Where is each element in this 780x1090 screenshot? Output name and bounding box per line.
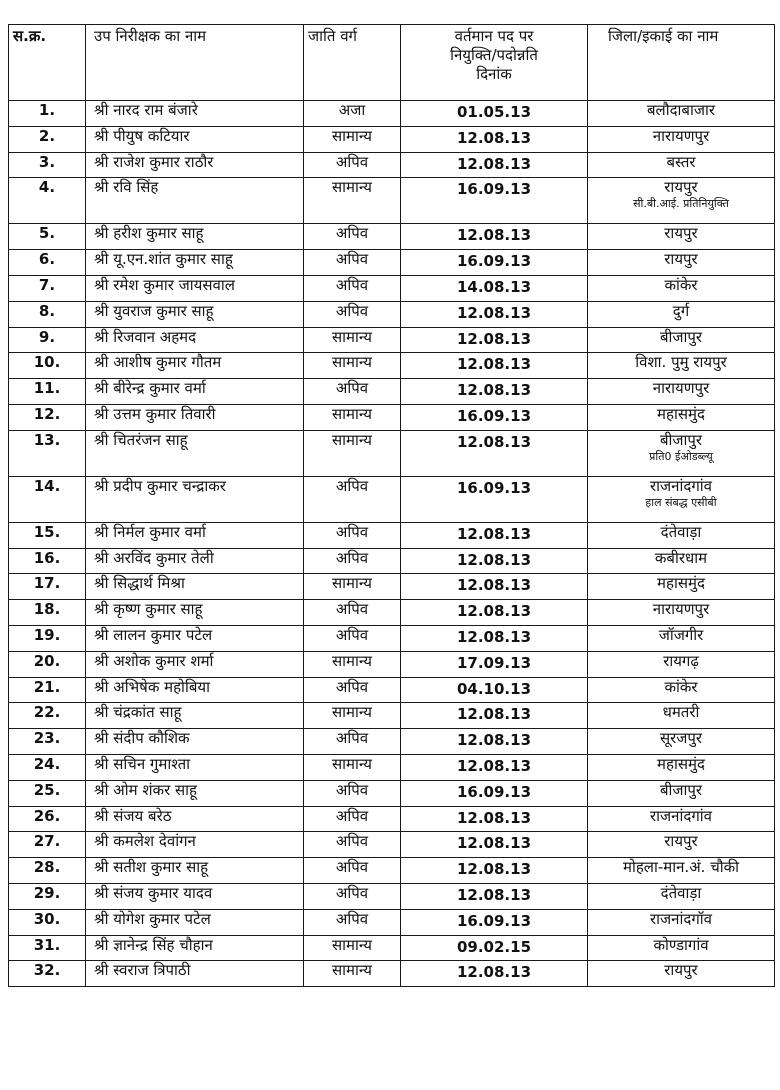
- cell-district-unit: [588, 909, 775, 935]
- cell-district-unit: [588, 780, 775, 806]
- district-name: राजनांदगांव: [650, 806, 712, 825]
- district-name: रायपुर: [664, 250, 698, 269]
- cell-officer-name: श्री कृष्ण कुमार साहू: [86, 600, 304, 626]
- cell-serial-number: 23.: [9, 729, 86, 755]
- district-name: विशा. पुमु रायपुर: [635, 353, 727, 372]
- district-name: नारायणपुर: [652, 379, 710, 398]
- district-note: हाल संबद्ध एसीबी: [645, 495, 717, 509]
- district-name: दंतेवाड़ा: [660, 883, 702, 902]
- cell-appointment-date: 12.08.13: [401, 832, 588, 858]
- cell-district-unit: [588, 152, 775, 178]
- cell-district-unit: [588, 651, 775, 677]
- cell-caste-category: अपिव: [304, 909, 401, 935]
- district-name: मोहला-मान.अं. चौकी: [622, 858, 740, 877]
- cell-appointment-date: 01.05.13: [401, 101, 588, 127]
- cell-district-unit: [588, 832, 775, 858]
- cell-caste-category: अपिव: [304, 548, 401, 574]
- cell-appointment-date: 17.09.13: [401, 651, 588, 677]
- table-row: [9, 404, 775, 430]
- table-row: [9, 935, 775, 961]
- district-name: जॉजगीर: [658, 625, 704, 644]
- cell-caste-category: अपिव: [304, 250, 401, 276]
- cell-serial-number: 4.: [9, 178, 86, 224]
- district-name: बीजापुर: [659, 780, 703, 799]
- cell-appointment-date: 12.08.13: [401, 301, 588, 327]
- cell-serial-number: 12.: [9, 404, 86, 430]
- cell-district-unit: [588, 379, 775, 405]
- cell-appointment-date: 12.08.13: [401, 379, 588, 405]
- cell-officer-name: श्री संजय बरेठ: [86, 806, 304, 832]
- cell-district-unit: [588, 404, 775, 430]
- cell-serial-number: 28.: [9, 858, 86, 884]
- officer-posting-table: [8, 24, 775, 987]
- cell-serial-number: 19.: [9, 625, 86, 651]
- cell-caste-category: सामान्य: [304, 574, 401, 600]
- cell-appointment-date: 12.08.13: [401, 754, 588, 780]
- table-row: [9, 883, 775, 909]
- table-row: [9, 430, 775, 476]
- header-date-line3: दिनांक: [476, 65, 512, 83]
- cell-officer-name: श्री युवराज कुमार साहू: [86, 301, 304, 327]
- cell-appointment-date: 14.08.13: [401, 275, 588, 301]
- header-date-line1: वर्तमान पद पर: [454, 27, 534, 45]
- cell-officer-name: श्री अशोक कुमार शर्मा: [86, 651, 304, 677]
- cell-serial-number: 15.: [9, 522, 86, 548]
- table-row: [9, 832, 775, 858]
- cell-district-unit: [588, 600, 775, 626]
- cell-officer-name: श्री सिद्धार्थ मिश्रा: [86, 574, 304, 600]
- cell-caste-category: अपिव: [304, 677, 401, 703]
- cell-appointment-date: 12.08.13: [401, 883, 588, 909]
- cell-serial-number: 14.: [9, 476, 86, 522]
- table-row: [9, 178, 775, 224]
- cell-officer-name: श्री हरीश कुमार साहू: [86, 224, 304, 250]
- cell-district-unit: [588, 250, 775, 276]
- district-name: सूरजपुर: [659, 729, 703, 748]
- table-row: [9, 651, 775, 677]
- cell-officer-name: श्री रिजवान अहमद: [86, 327, 304, 353]
- cell-caste-category: अपिव: [304, 476, 401, 522]
- table-row: [9, 327, 775, 353]
- header-district-unit: जिला/इकाई का नाम: [588, 25, 775, 101]
- district-name: दुर्ग: [672, 301, 690, 320]
- cell-serial-number: 10.: [9, 353, 86, 379]
- cell-officer-name: श्री निर्मल कुमार वर्मा: [86, 522, 304, 548]
- cell-serial-number: 32.: [9, 961, 86, 987]
- table-row: [9, 224, 775, 250]
- cell-district-unit: [588, 677, 775, 703]
- cell-caste-category: सामान्य: [304, 178, 401, 224]
- cell-appointment-date: 12.08.13: [401, 806, 588, 832]
- cell-appointment-date: 12.08.13: [401, 224, 588, 250]
- cell-district-unit: [588, 327, 775, 353]
- cell-appointment-date: 16.09.13: [401, 909, 588, 935]
- cell-district-unit: [588, 754, 775, 780]
- cell-appointment-date: 12.08.13: [401, 574, 588, 600]
- district-name: महासमुंद: [657, 754, 705, 773]
- table-row: [9, 600, 775, 626]
- cell-caste-category: अपिव: [304, 152, 401, 178]
- cell-district-unit: [588, 522, 775, 548]
- table-row: [9, 379, 775, 405]
- cell-caste-category: सामान्य: [304, 126, 401, 152]
- cell-caste-category: सामान्य: [304, 754, 401, 780]
- cell-district-unit: [588, 935, 775, 961]
- cell-serial-number: 30.: [9, 909, 86, 935]
- cell-appointment-date: 16.09.13: [401, 178, 588, 224]
- cell-caste-category: अपिव: [304, 379, 401, 405]
- cell-appointment-date: 12.08.13: [401, 961, 588, 987]
- district-note: प्रति0 ईओडब्ल्यू: [649, 449, 713, 463]
- cell-officer-name: श्री लालन कुमार पटेल: [86, 625, 304, 651]
- cell-officer-name: श्री नारद राम बंजारे: [86, 101, 304, 127]
- cell-district-unit: [588, 858, 775, 884]
- table-row: [9, 476, 775, 522]
- cell-caste-category: सामान्य: [304, 703, 401, 729]
- district-name: कांकेर: [664, 275, 698, 294]
- cell-district-unit: [588, 126, 775, 152]
- cell-caste-category: अजा: [304, 101, 401, 127]
- cell-caste-category: सामान्य: [304, 430, 401, 476]
- cell-caste-category: अपिव: [304, 625, 401, 651]
- cell-officer-name: श्री ओम शंकर साहू: [86, 780, 304, 806]
- district-name: बीजापुर: [659, 327, 703, 346]
- table-row: [9, 275, 775, 301]
- district-name: रायपुर: [664, 178, 698, 197]
- cell-appointment-date: 16.09.13: [401, 250, 588, 276]
- cell-officer-name: श्री सचिन गुमाश्ता: [86, 754, 304, 780]
- cell-district-unit: [588, 275, 775, 301]
- cell-caste-category: सामान्य: [304, 404, 401, 430]
- cell-appointment-date: 09.02.15: [401, 935, 588, 961]
- cell-serial-number: 17.: [9, 574, 86, 600]
- cell-district-unit: [588, 703, 775, 729]
- district-name: कोण्डागांव: [653, 935, 709, 954]
- cell-serial-number: 18.: [9, 600, 86, 626]
- district-name: रायपुर: [664, 961, 698, 980]
- cell-officer-name: श्री रवि सिंह: [86, 178, 304, 224]
- district-name: धमतरी: [662, 703, 700, 722]
- cell-officer-name: श्री यू.एन.शांत कुमार साहू: [86, 250, 304, 276]
- district-name: रायपुर: [664, 832, 698, 851]
- cell-caste-category: सामान्य: [304, 961, 401, 987]
- cell-district-unit: [588, 548, 775, 574]
- table-row: [9, 625, 775, 651]
- cell-caste-category: अपिव: [304, 600, 401, 626]
- cell-appointment-date: 16.09.13: [401, 476, 588, 522]
- table-row: [9, 574, 775, 600]
- cell-caste-category: अपिव: [304, 858, 401, 884]
- cell-district-unit: [588, 883, 775, 909]
- cell-district-unit: [588, 625, 775, 651]
- cell-district-unit: [588, 806, 775, 832]
- district-name: नारायणपुर: [652, 600, 710, 619]
- district-name: रायगढ़: [663, 651, 699, 670]
- cell-serial-number: 22.: [9, 703, 86, 729]
- cell-appointment-date: 12.08.13: [401, 430, 588, 476]
- table-header-row: [9, 25, 775, 101]
- cell-serial-number: 27.: [9, 832, 86, 858]
- cell-officer-name: श्री राजेश कुमार राठौर: [86, 152, 304, 178]
- cell-caste-category: सामान्य: [304, 651, 401, 677]
- cell-serial-number: 7.: [9, 275, 86, 301]
- cell-appointment-date: 12.08.13: [401, 152, 588, 178]
- table-row: [9, 754, 775, 780]
- cell-appointment-date: 12.08.13: [401, 327, 588, 353]
- cell-district-unit: [588, 430, 775, 476]
- cell-caste-category: अपिव: [304, 224, 401, 250]
- cell-caste-category: अपिव: [304, 301, 401, 327]
- cell-appointment-date: 12.08.13: [401, 522, 588, 548]
- cell-serial-number: 1.: [9, 101, 86, 127]
- cell-serial-number: 26.: [9, 806, 86, 832]
- cell-appointment-date: 12.08.13: [401, 729, 588, 755]
- cell-appointment-date: 12.08.13: [401, 600, 588, 626]
- table-row: [9, 806, 775, 832]
- cell-appointment-date: 04.10.13: [401, 677, 588, 703]
- cell-appointment-date: 16.09.13: [401, 404, 588, 430]
- cell-caste-category: अपिव: [304, 806, 401, 832]
- table-row: [9, 152, 775, 178]
- table-row: [9, 548, 775, 574]
- district-name: राजनांदगॉव: [650, 909, 712, 928]
- cell-serial-number: 11.: [9, 379, 86, 405]
- table-row: [9, 677, 775, 703]
- cell-serial-number: 29.: [9, 883, 86, 909]
- cell-district-unit: [588, 178, 775, 224]
- table-row: [9, 250, 775, 276]
- table-row: [9, 780, 775, 806]
- cell-officer-name: श्री संदीप कौशिक: [86, 729, 304, 755]
- district-name: राजनांदगांव: [650, 476, 712, 495]
- cell-officer-name: श्री संजय कुमार यादव: [86, 883, 304, 909]
- district-name: कबीरधाम: [654, 548, 708, 567]
- district-name: रायपुर: [664, 224, 698, 243]
- header-officer-name: उप निरीक्षक का नाम: [86, 25, 304, 101]
- cell-officer-name: श्री अभिषेक महोबिया: [86, 677, 304, 703]
- district-name: नारायणपुर: [652, 126, 710, 145]
- cell-caste-category: अपिव: [304, 780, 401, 806]
- cell-serial-number: 8.: [9, 301, 86, 327]
- cell-caste-category: अपिव: [304, 883, 401, 909]
- cell-officer-name: श्री अरविंद कुमार तेली: [86, 548, 304, 574]
- table-row: [9, 353, 775, 379]
- cell-officer-name: श्री स्वराज त्रिपाठी: [86, 961, 304, 987]
- cell-appointment-date: 12.08.13: [401, 353, 588, 379]
- cell-officer-name: श्री कमलेश देवांगन: [86, 832, 304, 858]
- cell-officer-name: श्री रमेश कुमार जायसवाल: [86, 275, 304, 301]
- cell-district-unit: [588, 729, 775, 755]
- table-body: [9, 101, 775, 987]
- cell-caste-category: सामान्य: [304, 327, 401, 353]
- district-name: बस्तर: [666, 152, 696, 171]
- cell-caste-category: अपिव: [304, 832, 401, 858]
- cell-serial-number: 13.: [9, 430, 86, 476]
- cell-serial-number: 20.: [9, 651, 86, 677]
- table-row: [9, 522, 775, 548]
- district-name: बीजापुर: [659, 430, 703, 449]
- cell-district-unit: [588, 353, 775, 379]
- table-row: [9, 101, 775, 127]
- district-name: महासमुंद: [657, 404, 705, 423]
- cell-serial-number: 3.: [9, 152, 86, 178]
- cell-appointment-date: 12.08.13: [401, 858, 588, 884]
- cell-officer-name: श्री योगेश कुमार पटेल: [86, 909, 304, 935]
- officer-table-container: [8, 24, 775, 987]
- table-row: [9, 909, 775, 935]
- table-row: [9, 961, 775, 987]
- district-name: बलौदाबाजार: [646, 101, 716, 119]
- cell-caste-category: अपिव: [304, 275, 401, 301]
- cell-caste-category: सामान्य: [304, 935, 401, 961]
- header-serial-number: स.क्र.: [9, 25, 86, 101]
- cell-serial-number: 6.: [9, 250, 86, 276]
- cell-district-unit: [588, 574, 775, 600]
- cell-officer-name: श्री पीयुष कटियार: [86, 126, 304, 152]
- district-note: सी.बी.आई. प्रतिनियुक्ति: [633, 197, 729, 211]
- cell-serial-number: 2.: [9, 126, 86, 152]
- cell-serial-number: 16.: [9, 548, 86, 574]
- cell-district-unit: [588, 476, 775, 522]
- cell-appointment-date: 12.08.13: [401, 625, 588, 651]
- cell-caste-category: सामान्य: [304, 353, 401, 379]
- cell-serial-number: 21.: [9, 677, 86, 703]
- cell-officer-name: श्री बीरेन्द्र कुमार वर्मा: [86, 379, 304, 405]
- cell-serial-number: 31.: [9, 935, 86, 961]
- cell-officer-name: श्री प्रदीप कुमार चन्द्राकर: [86, 476, 304, 522]
- district-name: महासमुंद: [657, 574, 705, 593]
- cell-officer-name: श्री आशीष कुमार गौतम: [86, 353, 304, 379]
- table-row: [9, 703, 775, 729]
- table-row: [9, 858, 775, 884]
- cell-officer-name: श्री ज्ञानेन्द्र सिंह चौहान: [86, 935, 304, 961]
- table-row: [9, 126, 775, 152]
- table-row: [9, 729, 775, 755]
- cell-officer-name: श्री चंद्रकांत साहू: [86, 703, 304, 729]
- cell-appointment-date: 16.09.13: [401, 780, 588, 806]
- cell-appointment-date: 12.08.13: [401, 703, 588, 729]
- cell-serial-number: 24.: [9, 754, 86, 780]
- cell-district-unit: [588, 961, 775, 987]
- district-name: कांकेर: [664, 677, 698, 696]
- cell-district-unit: [588, 224, 775, 250]
- cell-serial-number: 9.: [9, 327, 86, 353]
- cell-caste-category: अपिव: [304, 729, 401, 755]
- header-appointment-date: [401, 25, 588, 101]
- district-name: दंतेवाड़ा: [660, 522, 702, 541]
- cell-appointment-date: 12.08.13: [401, 126, 588, 152]
- header-caste-category: जाति वर्ग: [304, 25, 401, 101]
- cell-officer-name: श्री उत्तम कुमार तिवारी: [86, 404, 304, 430]
- table-row: [9, 301, 775, 327]
- header-date-line2: नियुक्ति/पदोन्नति: [450, 46, 538, 64]
- cell-serial-number: 5.: [9, 224, 86, 250]
- cell-serial-number: 25.: [9, 780, 86, 806]
- cell-appointment-date: 12.08.13: [401, 548, 588, 574]
- cell-district-unit: [588, 101, 775, 127]
- cell-caste-category: अपिव: [304, 522, 401, 548]
- cell-officer-name: श्री सतीश कुमार साहू: [86, 858, 304, 884]
- cell-district-unit: [588, 301, 775, 327]
- cell-officer-name: श्री चितरंजन साहू: [86, 430, 304, 476]
